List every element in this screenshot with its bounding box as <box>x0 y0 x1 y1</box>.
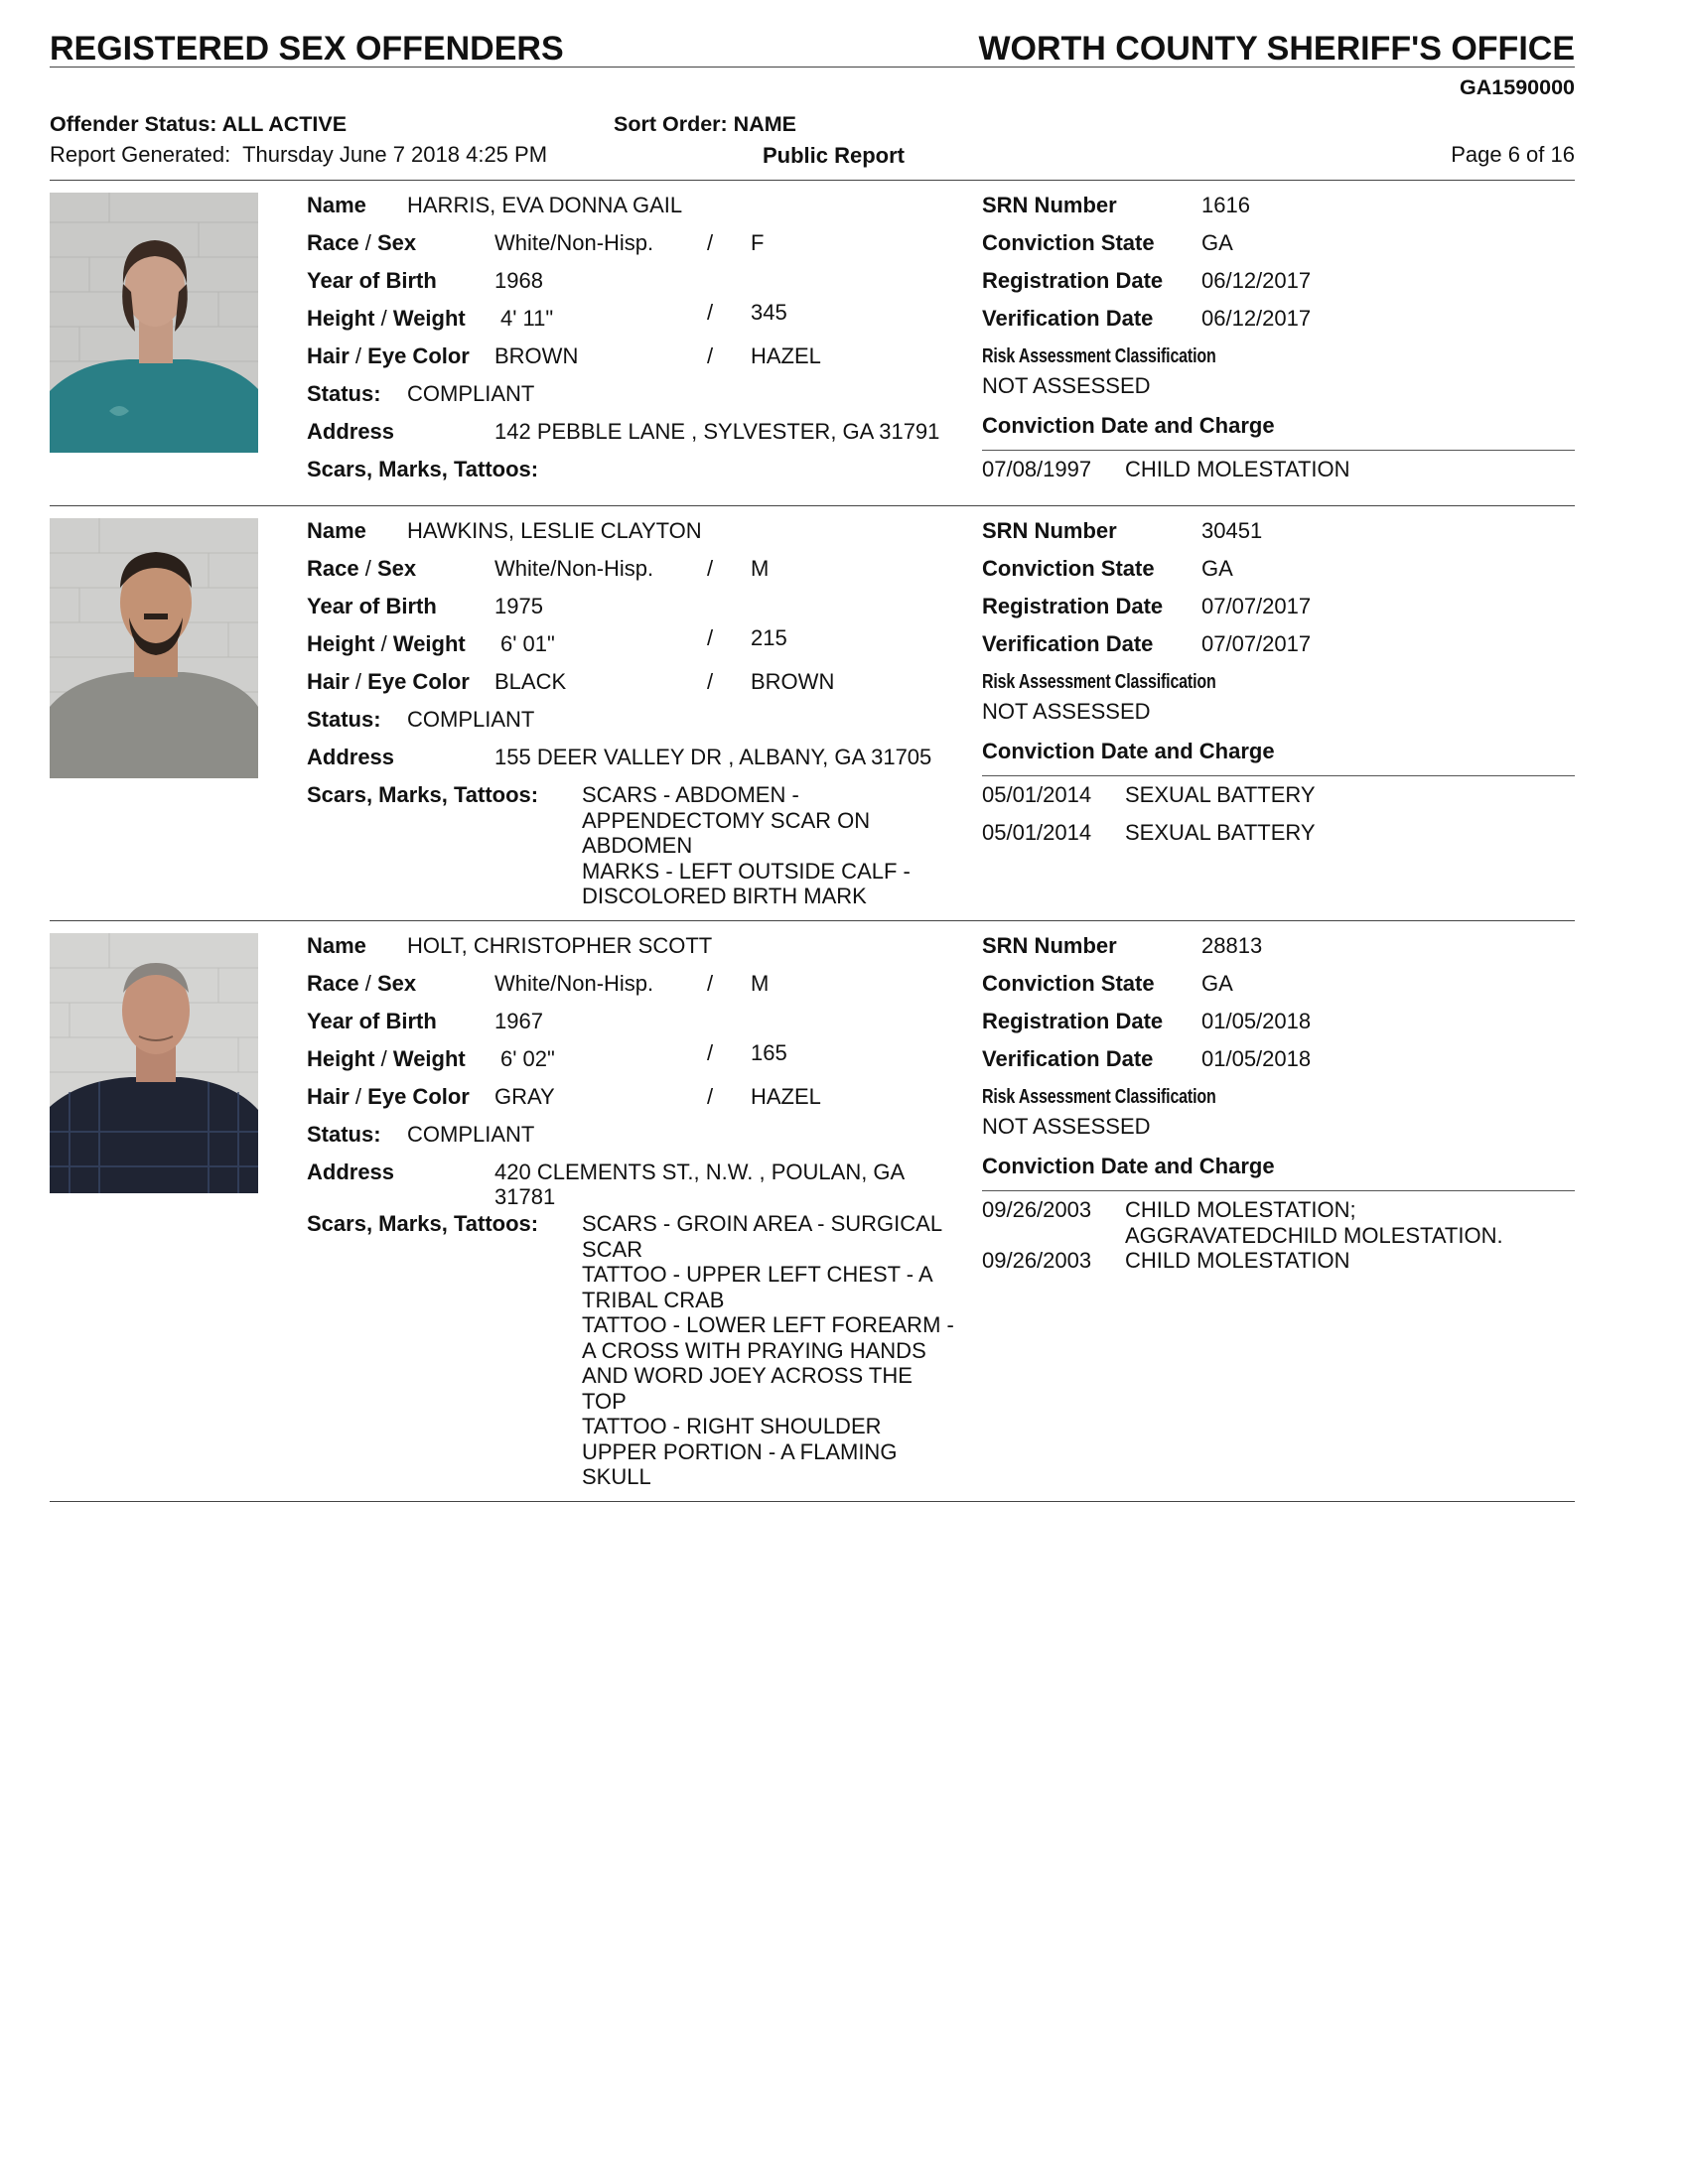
value-slash: / <box>707 669 714 694</box>
yob-label: Year of Birth <box>307 268 437 293</box>
conviction-charge: CHILD MOLESTATION <box>1125 457 1350 481</box>
sex-label: Sex <box>376 971 417 996</box>
conviction-charge-label: Conviction Date and Charge <box>982 739 1275 763</box>
height-label: Height <box>307 306 375 331</box>
risk-value: NOT ASSESSED <box>982 1114 1151 1139</box>
eye-value: BROWN <box>751 669 835 694</box>
conviction-divider <box>982 775 1575 776</box>
conviction-date: 09/26/2003 <box>982 1197 1092 1222</box>
offender-name: HOLT, CHRISTOPHER SCOTT <box>407 933 713 958</box>
height-weight-label <box>307 631 466 657</box>
conviction-state-value: GA <box>1201 556 1233 581</box>
verification-date-value: 01/05/2018 <box>1201 1046 1312 1071</box>
weight-label: Weight <box>392 1046 466 1071</box>
race-sex-label <box>307 971 416 997</box>
offender-photo <box>50 193 258 453</box>
conviction-date: 05/01/2014 <box>982 782 1092 807</box>
yob-label: Year of Birth <box>307 594 437 618</box>
status-label: Status: <box>307 707 381 732</box>
weight-value: 345 <box>751 300 787 325</box>
verification-date-value: 07/07/2017 <box>1201 631 1312 656</box>
risk-value: NOT ASSESSED <box>982 373 1151 398</box>
yob-label: Year of Birth <box>307 1009 437 1033</box>
report-generated-label: Report Generated: <box>50 142 231 167</box>
registration-date-label: Registration Date <box>982 594 1164 618</box>
label-slash: / <box>354 669 362 694</box>
srn-label: SRN Number <box>982 933 1117 958</box>
record-divider <box>50 505 1575 506</box>
registration-date-value: 06/12/2017 <box>1201 268 1312 293</box>
registration-date-value: 01/05/2018 <box>1201 1009 1312 1033</box>
conviction-state-value: GA <box>1201 230 1233 255</box>
label-slash: / <box>380 631 387 656</box>
risk-label: Risk Assessment Classification <box>982 1086 1216 1108</box>
conviction-date: 05/01/2014 <box>982 820 1092 845</box>
value-slash: / <box>707 971 714 996</box>
offender-status-value: ALL ACTIVE <box>221 112 348 136</box>
sex-value: M <box>751 971 770 996</box>
value-slash: / <box>707 1040 714 1065</box>
eye-value: HAZEL <box>751 343 821 368</box>
value-slash: / <box>707 625 714 650</box>
offender-photo <box>50 518 258 778</box>
hair-value: GRAY <box>494 1084 555 1109</box>
height-value: 6' 02" <box>500 1046 555 1071</box>
hair-value: BLACK <box>494 669 567 694</box>
offender-status <box>50 112 347 137</box>
value-slash: / <box>707 343 714 368</box>
srn-label: SRN Number <box>982 193 1117 217</box>
agency-title: WORTH COUNTY SHERIFF'S OFFICE <box>978 30 1575 68</box>
offender-name: HAWKINS, LESLIE CLAYTON <box>407 518 702 543</box>
height-weight-label <box>307 1046 466 1072</box>
status-value: COMPLIANT <box>407 707 535 732</box>
sex-value: F <box>751 230 765 255</box>
offender-photo <box>50 933 258 1193</box>
record-divider <box>50 920 1575 921</box>
hair-label: Hair <box>307 343 350 368</box>
report-title: REGISTERED SEX OFFENDERS <box>50 30 564 68</box>
height-label: Height <box>307 1046 375 1071</box>
conviction-state-label: Conviction State <box>982 971 1155 996</box>
header-divider-bottom <box>50 180 1575 181</box>
weight-value: 215 <box>751 625 787 650</box>
name-label: Name <box>307 933 366 958</box>
risk-label: Risk Assessment Classification <box>982 345 1216 367</box>
race-label: Race <box>307 230 359 255</box>
conviction-divider <box>982 450 1575 451</box>
registration-date-label: Registration Date <box>982 268 1164 293</box>
report-type: Public Report <box>763 143 906 168</box>
label-slash: / <box>354 1084 362 1109</box>
race-value: White/Non-Hisp. <box>494 556 654 581</box>
label-slash: / <box>354 343 362 368</box>
label-slash: / <box>380 1046 387 1071</box>
scars-label: Scars, Marks, Tattoos: <box>307 782 539 807</box>
mugshot-holt <box>50 933 258 1193</box>
conviction-date: 07/08/1997 <box>982 457 1092 481</box>
offender-name: HARRIS, EVA DONNA GAIL <box>407 193 683 217</box>
srn-value: 28813 <box>1201 933 1263 958</box>
weight-value: 165 <box>751 1040 787 1065</box>
eye-label: Eye Color <box>367 1084 470 1109</box>
hair-eye-label <box>307 1084 470 1110</box>
label-slash: / <box>364 556 371 581</box>
scars-value: SCARS - ABDOMEN - APPENDECTOMY SCAR ON ABDOMEN MARKS - LEFT OUTSIDE CALF - DISCOLORED BIRTH MARK <box>582 782 911 908</box>
srn-value: 30451 <box>1201 518 1263 543</box>
conviction-divider <box>982 1190 1575 1191</box>
report-generated-value: Thursday June 7 2018 4:25 PM <box>242 142 548 167</box>
agency-code: GA1590000 <box>1460 75 1575 99</box>
race-label: Race <box>307 971 359 996</box>
conviction-state-label: Conviction State <box>982 556 1155 581</box>
weight-label: Weight <box>392 631 466 656</box>
scars-value: SCARS - GROIN AREA - SURGICAL SCAR TATTOO - UPPER LEFT CHEST - A TRIBAL CRAB TATTOO - LOWER LEFT FOREARM - A CROSS WITH PRAYING HANDS AND WORD JOEY ACROSS THE TOP TATTOO - RIGHT SHOULDER UPPER PORTION - A FLAMING SKULL <box>582 1211 954 1489</box>
conviction-state-value: GA <box>1201 971 1233 996</box>
weight-label: Weight <box>392 306 466 331</box>
verification-date-label: Verification Date <box>982 631 1154 656</box>
registration-date-value: 07/07/2017 <box>1201 594 1312 618</box>
verification-date-label: Verification Date <box>982 1046 1154 1071</box>
mugshot-hawkins <box>50 518 258 778</box>
sex-label: Sex <box>376 556 417 581</box>
verification-date-value: 06/12/2017 <box>1201 306 1312 331</box>
srn-label: SRN Number <box>982 518 1117 543</box>
value-slash: / <box>707 300 714 325</box>
race-label: Race <box>307 556 359 581</box>
header-divider-top <box>50 67 1575 68</box>
status-value: COMPLIANT <box>407 1122 535 1147</box>
hair-value: BROWN <box>494 343 579 368</box>
conviction-date: 09/26/2003 <box>982 1248 1092 1273</box>
address-value: 142 PEBBLE LANE , SYLVESTER, GA 31791 <box>494 419 940 444</box>
name-label: Name <box>307 193 366 217</box>
risk-value: NOT ASSESSED <box>982 699 1151 724</box>
mugshot-harris <box>50 193 258 453</box>
height-label: Height <box>307 631 375 656</box>
scars-label: Scars, Marks, Tattoos: <box>307 1211 539 1236</box>
yob-value: 1968 <box>494 268 543 293</box>
conviction-charge: SEXUAL BATTERY <box>1125 820 1316 845</box>
sort-order <box>614 112 796 137</box>
address-label: Address <box>307 745 395 769</box>
sort-order-label: Sort Order: <box>614 112 728 136</box>
hair-label: Hair <box>307 669 350 694</box>
race-sex-label <box>307 556 416 582</box>
height-weight-label <box>307 306 466 332</box>
address-label: Address <box>307 1160 395 1184</box>
conviction-state-label: Conviction State <box>982 230 1155 255</box>
scars-label: Scars, Marks, Tattoos: <box>307 457 539 481</box>
page-number: Page 6 of 16 <box>1451 142 1575 167</box>
label-slash: / <box>364 230 371 255</box>
conviction-charge: CHILD MOLESTATION <box>1125 1248 1350 1273</box>
race-value: White/Non-Hisp. <box>494 971 654 996</box>
record-divider <box>50 1501 1575 1502</box>
conviction-charge: SEXUAL BATTERY <box>1125 782 1316 807</box>
risk-label: Risk Assessment Classification <box>982 671 1216 693</box>
srn-value: 1616 <box>1201 193 1250 217</box>
eye-label: Eye Color <box>367 669 470 694</box>
value-slash: / <box>707 1084 714 1109</box>
conviction-charge-label: Conviction Date and Charge <box>982 413 1275 438</box>
hair-label: Hair <box>307 1084 350 1109</box>
hair-eye-label <box>307 343 470 369</box>
offender-status-label: Offender Status: <box>50 112 217 136</box>
value-slash: / <box>707 556 714 581</box>
race-sex-label <box>307 230 416 256</box>
value-slash: / <box>707 230 714 255</box>
report-generated <box>50 142 547 168</box>
height-value: 6' 01" <box>500 631 555 656</box>
eye-label: Eye Color <box>367 343 470 368</box>
label-slash: / <box>380 306 387 331</box>
race-value: White/Non-Hisp. <box>494 230 654 255</box>
address-value: 420 CLEMENTS ST., N.W. , POULAN, GA 31781 <box>494 1160 906 1209</box>
conviction-charge-label: Conviction Date and Charge <box>982 1154 1275 1178</box>
sort-order-value: NAME <box>733 112 796 136</box>
yob-value: 1975 <box>494 594 543 618</box>
registration-date-label: Registration Date <box>982 1009 1164 1033</box>
status-label: Status: <box>307 381 381 406</box>
hair-eye-label <box>307 669 470 695</box>
conviction-charge: CHILD MOLESTATION; AGGRAVATEDCHILD MOLESTATION. <box>1125 1197 1503 1248</box>
sex-value: M <box>751 556 770 581</box>
address-label: Address <box>307 419 395 444</box>
status-value: COMPLIANT <box>407 381 535 406</box>
label-slash: / <box>364 971 371 996</box>
height-value: 4' 11" <box>500 306 554 331</box>
name-label: Name <box>307 518 366 543</box>
address-value: 155 DEER VALLEY DR , ALBANY, GA 31705 <box>494 745 932 769</box>
status-label: Status: <box>307 1122 381 1147</box>
yob-value: 1967 <box>494 1009 543 1033</box>
eye-value: HAZEL <box>751 1084 821 1109</box>
verification-date-label: Verification Date <box>982 306 1154 331</box>
sex-label: Sex <box>376 230 417 255</box>
